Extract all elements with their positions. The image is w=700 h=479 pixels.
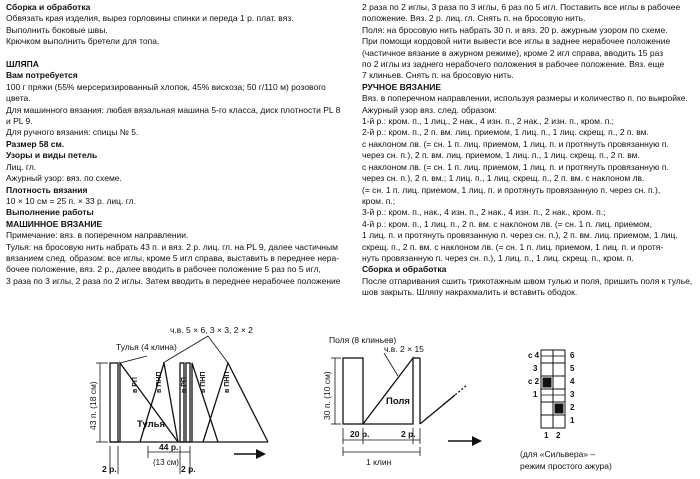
chart-bottom-label: 1	[544, 431, 549, 440]
text-line: Обвязать края изделия, вырез горловины спинки и переда 1 р. плат. вяз.	[6, 13, 294, 24]
text-line: цвета.	[6, 93, 31, 104]
text-line: ШЛЯПА	[6, 59, 39, 70]
tulya-height-label: 43 п. (18 см)	[88, 381, 98, 430]
tulya-side-label-3: в РП	[181, 377, 188, 393]
text-line: Выполнить боковые швы.	[6, 24, 108, 35]
chart-bottom-label: 2	[556, 431, 561, 440]
text-line: Тулья: на бросовую нить набрать 43 п. и вяз. 2 р. лиц. гл. на PL 9, далее частичным	[6, 241, 338, 252]
text-line: Размер 58 см.	[6, 138, 65, 149]
text-line: 7 клиньев. Снять п. на бросовую нить.	[362, 70, 514, 81]
text-line: положение. Вяз. 2 р. лиц. гл. Снять п. на бросовую нить.	[362, 13, 586, 24]
chart-left-label: с 4	[528, 351, 540, 360]
chart-right-label: 6	[570, 351, 575, 360]
polya-seg2: 2 р.	[401, 429, 416, 439]
text-line: и PL 9.	[6, 116, 33, 127]
tulya-bottom-left: 2 р.	[102, 464, 117, 474]
polya-center-label: Поля	[386, 396, 410, 407]
chart-left-label: с 2	[528, 377, 540, 386]
text-line: шов закрыть. Шляпу накрахмалить и вставить ободок.	[362, 287, 578, 298]
polya-height-label: 30 п. (10 см)	[322, 371, 332, 420]
tulya-bottom-right: 2 р.	[181, 464, 196, 474]
tulya-note: ч.в. 5 × 6, 3 × 3, 2 × 2	[170, 325, 253, 335]
text-line: Ажурный узор: вяз. по схеме.	[6, 173, 122, 184]
text-line: Ажурный узор вяз. след. образом:	[362, 104, 497, 115]
text-line: 1 лиц. п. и протянуть провязанную п. через сн. п.), 2 п. вм. лиц. приемом, 1 лиц.	[362, 230, 678, 241]
text-line: с наклоном лв. (= сн. 1 п. лиц. приемом, 1 лиц. п. и протянуть провязанную п.	[362, 138, 669, 149]
tulya-side-label-5: в ПНП	[224, 371, 231, 393]
text-line: Лиц. гл.	[6, 161, 37, 172]
text-line: бочее положение, вяз. 2 р., далее вводить в рабочее положение 5 раз по 5 игл,	[6, 264, 321, 275]
text-line: (частичное вязание в ажурном режиме), кроме 2 игл справа, вводить 15 раз	[362, 47, 664, 58]
text-line: После отпаривания сшить трикотажным швом тулью и поля, пришить поля к тулье,	[362, 275, 693, 286]
chart-right-label: 1	[570, 416, 575, 425]
chart-caption-line1: (для «Сильвера» –	[520, 449, 596, 459]
chart-right-label: 2	[570, 403, 575, 412]
text-line: Для ручного вязания: спицы № 5.	[6, 127, 139, 138]
text-line: Поля: на бросовую нить набрать 30 п. и вяз. 20 р. ажурным узором по схеме.	[362, 24, 668, 35]
tulya-side-label-1: в РП	[132, 377, 139, 393]
text-line: 1-й р.: кром. п., 1 лиц., 2 нак., 4 изн. п., 2 нак., 2 изн. п., кром. п.;	[362, 116, 615, 127]
chart-cell-filled	[555, 404, 563, 413]
text-line: 2 раза по 2 иглы, 3 раза по 3 иглы, 6 раз по 5 игл. Поставить все иглы в рабочее	[362, 2, 681, 12]
text-line: по 2 иглы из заднего нерабочего положения в рабочее положение. Вяз. еще	[362, 59, 665, 70]
text-line: Вам потребуется	[6, 70, 78, 81]
text-line: Плотность вязания	[6, 184, 88, 195]
text-line: Вяз. в поперечном направлении, используя размеры и количество п. по выкройке.	[362, 93, 688, 104]
text-line: (= сн. 1 п. лиц. приемом, 1 лиц. п. и протянуть провязанную п. через сн. п.),	[362, 184, 661, 195]
tulya-title: Тулья (4 клина)	[116, 342, 177, 352]
tulya-width-label: 44 р.	[159, 442, 179, 452]
chart-caption-line2: режим простого ажура)	[520, 461, 612, 471]
arrow-icon	[234, 449, 266, 459]
tulya-width-cm: (13 см)	[153, 458, 179, 467]
polya-title: Поля (8 клиньев)	[329, 335, 397, 345]
text-line: скрещ. п., 2 п. вм. с наклоном лв. (= сн. 1 п. лиц. приемом, 1 лиц. п. и протя-	[362, 241, 664, 252]
text-line: 3-й р.: кром. п., нак., 4 изн. п., 2 нак., 4 изн. п., 2 нак., кром. п.;	[362, 207, 606, 218]
chart-cell-filled	[543, 378, 551, 387]
text-line: вязанием след. образом: все иглы, кроме 5 игл справа, выставить в переднее нера-	[6, 252, 340, 263]
chart-left-label: 3	[533, 364, 538, 373]
text-line: через сн. п.), 2 п. вм. лиц. приемом, 1 лиц. п., 1 лиц. скрещ. п., 2 п. вм.	[362, 150, 640, 161]
text-line: Сборка и обработка	[6, 2, 91, 12]
tulya-side-label-4: в ПНП	[200, 371, 207, 393]
chart-right-label: 4	[570, 377, 575, 386]
polya-note: ч.в. 2 × 15	[384, 344, 424, 354]
text-line: МАШИННОЕ ВЯЗАНИЕ	[6, 218, 103, 229]
text-line: нуть провязанную п. через сн. п.), 1 лиц. п., 1 лиц. скрещ. п., кром. п.	[362, 252, 634, 263]
text-line: При помощи кордовой нити вывести все иглы в заднее нерабочее положение	[362, 36, 671, 47]
chart-right-label: 3	[570, 390, 575, 399]
text-line: Сборка и обработка	[362, 264, 447, 275]
text-line: через сн. п.), 2 п. вм.; 1 лиц. п., 1 лиц. скрещ. п., 2 п. вм. с наклоном лв.	[362, 173, 645, 184]
text-line: 10 × 10 см = 25 п. × 33 р. лиц. гл.	[6, 195, 137, 206]
text-line: Узоры и виды петель	[6, 150, 98, 161]
text-line: 3 раза по 3 иглы, 2 раза по 2 иглы. Затем вводить в переднее нерабочее положение	[6, 275, 341, 286]
tulya-side-label-2: в ПНП	[156, 371, 163, 393]
tulya-center-label: Тулья	[137, 419, 166, 430]
text-line: кром. п.;	[362, 195, 396, 206]
text-line: с наклоном лв. (= сн. 1 п. лиц. приемом, 1 лиц. п. и протянуть провязанную п.	[362, 161, 669, 172]
chart-left-label: 1	[533, 390, 538, 399]
text-line: Крючком выполнить бретели для топа.	[6, 36, 160, 47]
chart-right-label: 5	[570, 364, 575, 373]
text-line: Для машинного вязания: любая вязальная машина 5-го класса, диск плотности PL 8	[6, 104, 341, 115]
knitting-chart	[541, 350, 565, 428]
arrow-icon	[448, 436, 482, 446]
text-line: Выполнение работы	[6, 207, 94, 218]
text-line: 2-й р.: кром. п., 2 п. вм. лиц. приемом, 1 лиц. п., 1 лиц. скрещ. п., 2 п. вм.	[362, 127, 649, 138]
text-line: 4-й р.: кром. п., 1 лиц. п., 2 п. вм. с наклоном лв. (= сн. 1 п. лиц. приемом,	[362, 218, 652, 229]
text-line: Примечание: вяз. в поперечном направлении.	[6, 230, 189, 241]
polya-seg1: 20 р.	[350, 429, 370, 439]
polya-bottom: 1 клин	[366, 457, 392, 467]
text-line: 100 г пряжи (55% мерсеризированный хлопок, 45% вискоза; 50 г/110 м) розового	[6, 81, 326, 92]
text-line: РУЧНОЕ ВЯЗАНИЕ	[362, 81, 442, 92]
